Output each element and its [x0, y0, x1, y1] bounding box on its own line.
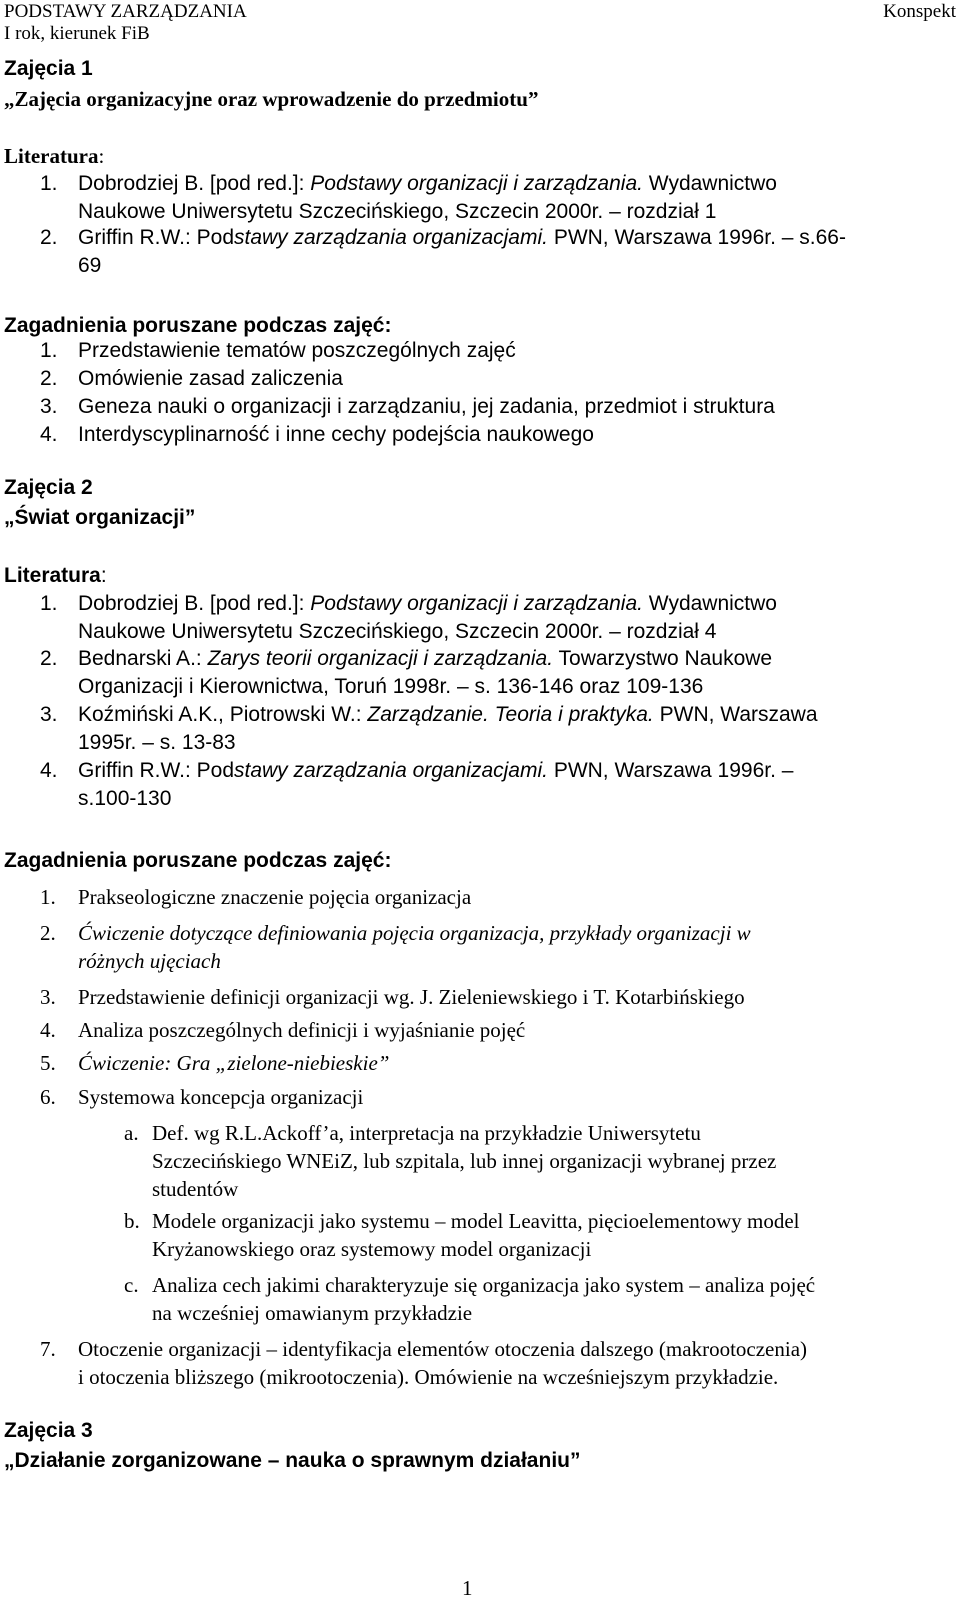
- section-title: „Działanie zorganizowane – nauka o sprawnym działaniu”: [4, 1449, 581, 1472]
- literature-item-text: Naukowe Uniwersytetu Szczecińskiego, Szczecin 2000r. – rozdział 1: [78, 200, 717, 223]
- topics-label: Zagadnienia poruszane podczas zajęć:: [4, 849, 392, 872]
- topic-item-number: 4.: [40, 423, 58, 446]
- literature-item-text: Griffin R.W.: Pod: [78, 759, 234, 782]
- literature-item-line: [78, 253, 101, 279]
- topic-item-text: Otoczenie organizacji – identyfikacja elementów otoczenia dalszego (makrootoczenia): [78, 1337, 808, 1361]
- topic-item-text: Interdyscyplinarność i inne cechy podejścia naukowego: [78, 423, 594, 446]
- topic-item-text: różnych ujęciach: [78, 949, 221, 973]
- section-heading: Zajęcia 3: [4, 1419, 93, 1442]
- literature-item-line: [78, 199, 716, 225]
- topic-item-text: Przedstawienie tematów poszczególnych zajęć: [78, 339, 516, 362]
- literature-item-line: [78, 591, 777, 617]
- course-name: PODSTAWY ZARZĄDZANIA: [4, 1, 247, 22]
- literature-item-text: Podstawy organizacji i zarządzania.: [310, 172, 643, 195]
- topic-item-number: 3.: [40, 395, 58, 418]
- literature-item-line: [78, 674, 703, 700]
- literature-item-number: 2.: [40, 647, 58, 670]
- literature-item-number: 1.: [40, 172, 58, 195]
- topic-item-number: 4.: [40, 1018, 56, 1042]
- topic-subitem-line: [152, 1176, 238, 1202]
- topic-item-text: Analiza poszczególnych definicji i wyjaśnianie pojęć: [78, 1018, 526, 1042]
- literature-item-line: [78, 225, 846, 251]
- course-year: I rok, kierunek FiB: [4, 23, 150, 44]
- topic-item-line: [78, 1336, 807, 1362]
- section-heading: Zajęcia 2: [4, 476, 93, 499]
- literature-item-text: Griffin R.W.: Pod: [78, 226, 234, 249]
- literature-label: [4, 143, 104, 169]
- topic-item-number: 2.: [40, 367, 58, 390]
- literature-item-line: [78, 171, 777, 197]
- literature-item-text: Bednarski A.:: [78, 647, 208, 670]
- topic-item-line: [78, 394, 775, 420]
- page-number: 1: [462, 1576, 473, 1600]
- literature-item-text: Zarządzanie. Teoria i praktyka.: [367, 703, 654, 726]
- topic-item-text: i otoczenia bliższego (mikrootoczenia). Omówienie na wcześniejszym przykładzie.: [78, 1365, 779, 1389]
- literature-item-text: PWN, Warszawa 1996r. –: [547, 759, 794, 782]
- topic-subitem-number: a.: [124, 1121, 139, 1145]
- literature-item-number: 2.: [40, 226, 58, 249]
- topic-item-number: 6.: [40, 1085, 56, 1109]
- topic-subitem-text: na wcześniej omawianym przykładzie: [152, 1301, 473, 1325]
- section-title: „Zajęcia organizacyjne oraz wprowadzenie do przedmiotu”: [4, 87, 539, 111]
- topic-item-line: [78, 1050, 389, 1076]
- topic-item-text: Geneza nauki o organizacji i zarządzaniu, jej zadania, przedmiot i struktura: [78, 395, 775, 418]
- section-heading: Zajęcia 1: [4, 57, 93, 80]
- literature-colon: :: [100, 564, 107, 587]
- literature-item-text: PWN, Warszawa 1996r. – s.66-: [547, 226, 846, 249]
- topic-subitem-text: studentów: [152, 1177, 239, 1201]
- topic-item-line: [78, 884, 471, 910]
- literature-item-line: [78, 758, 793, 784]
- topic-subitem-line: [152, 1272, 815, 1298]
- topic-subitem-text: Modele organizacji jako systemu – model Leavitta, pięcioelementowy model: [152, 1209, 800, 1233]
- topic-item-number: 5.: [40, 1051, 56, 1075]
- topic-item-line: [78, 984, 745, 1010]
- literature-item-text: Podstawy organizacji i zarządzania.: [310, 592, 643, 615]
- topic-item-line: [78, 1364, 778, 1390]
- topic-item-text: Przedstawienie definicji organizacji wg. J. Zieleniewskiego i T. Kotarbińskiego: [78, 985, 745, 1009]
- literature-item-line: [78, 619, 716, 645]
- topics-label: Zagadnienia poruszane podczas zajęć:: [4, 314, 392, 337]
- literature-item-line: [78, 730, 236, 756]
- document-type: Konspekt: [883, 1, 956, 22]
- topic-subitem-text: Kryżanowskiego oraz systemowy model organizacji: [152, 1237, 592, 1261]
- literature-label: [4, 563, 107, 589]
- literature-item-text: PWN, Warszawa: [653, 703, 818, 726]
- literature-item-text: Wydawnictwo: [642, 172, 777, 195]
- literature-item-text: 69: [78, 254, 102, 277]
- topic-item-number: 2.: [40, 921, 56, 945]
- literature-item-text: Wydawnictwo: [642, 592, 777, 615]
- topic-item-line: [78, 366, 343, 392]
- topic-item-line: [78, 1084, 363, 1110]
- topic-item-line: [78, 948, 221, 974]
- topic-item-line: [78, 338, 516, 364]
- topic-subitem-line: [152, 1300, 472, 1326]
- topic-subitem-text: Analiza cech jakimi charakteryzuje się organizacja jako system – analiza pojęć: [152, 1273, 816, 1297]
- topic-subitem-line: [152, 1236, 591, 1262]
- literature-item-line: [78, 646, 772, 672]
- literature-label-text: Literatura: [4, 564, 101, 587]
- topic-item-text: Ćwiczenie: Gra „zielone-niebieskie”: [78, 1051, 390, 1075]
- literature-item-text: Dobrodziej B. [pod red.]:: [78, 172, 311, 195]
- topic-item-number: 1.: [40, 339, 58, 362]
- topic-item-text: Omówienie zasad zaliczenia: [78, 367, 343, 390]
- topic-item-number: 1.: [40, 885, 56, 909]
- topic-item-line: [78, 920, 751, 946]
- literature-item-line: [78, 702, 818, 728]
- literature-item-text: s.100-130: [78, 787, 172, 810]
- topic-item-line: [78, 1017, 525, 1043]
- literature-colon: :: [98, 144, 105, 168]
- literature-item-text: Naukowe Uniwersytetu Szczecińskiego, Szczecin 2000r. – rozdział 4: [78, 620, 717, 643]
- topic-subitem-line: [152, 1120, 701, 1146]
- topic-item-line: [78, 422, 594, 448]
- topic-subitem-line: [152, 1208, 800, 1234]
- literature-item-text: Dobrodziej B. [pod red.]:: [78, 592, 311, 615]
- topic-item-text: Ćwiczenie dotyczące definiowania pojęcia organizacja, przykłady organizacji w: [78, 921, 751, 945]
- literature-item-text: 1995r. – s. 13-83: [78, 731, 236, 754]
- literature-label-text: Literatura: [4, 144, 99, 168]
- literature-item-number: 3.: [40, 703, 58, 726]
- literature-item-text: Koźmiński A.K., Piotrowski W.:: [78, 703, 368, 726]
- topic-item-number: 3.: [40, 985, 56, 1009]
- literature-item-text: Organizacji i Kierownictwa, Toruń 1998r. – s. 136-146 oraz 109-136: [78, 675, 704, 698]
- topic-subitem-number: b.: [124, 1209, 140, 1233]
- section-title: „Świat organizacji”: [4, 506, 196, 529]
- topic-item-text: Systemowa koncepcja organizacji: [78, 1085, 364, 1109]
- topic-item-text: Prakseologiczne znaczenie pojęcia organizacja: [78, 885, 472, 909]
- literature-item-line: [78, 786, 171, 812]
- literature-item-text: stawy zarządzania organizacjami.: [234, 759, 548, 782]
- literature-item-text: Zarys teorii organizacji i zarządzania.: [207, 647, 554, 670]
- literature-item-number: 4.: [40, 759, 58, 782]
- topic-subitem-text: Szczecińskiego WNEiZ, lub szpitala, lub innej organizacji wybranej przez: [152, 1149, 777, 1173]
- topic-subitem-number: c.: [124, 1273, 139, 1297]
- literature-item-number: 1.: [40, 592, 58, 615]
- topic-subitem-line: [152, 1148, 776, 1174]
- literature-item-text: Towarzystwo Naukowe: [553, 647, 773, 670]
- topic-item-number: 7.: [40, 1337, 56, 1361]
- topic-subitem-text: Def. wg R.L.Ackoff’a, interpretacja na przykładzie Uniwersytetu: [152, 1121, 701, 1145]
- literature-item-text: stawy zarządzania organizacjami.: [234, 226, 548, 249]
